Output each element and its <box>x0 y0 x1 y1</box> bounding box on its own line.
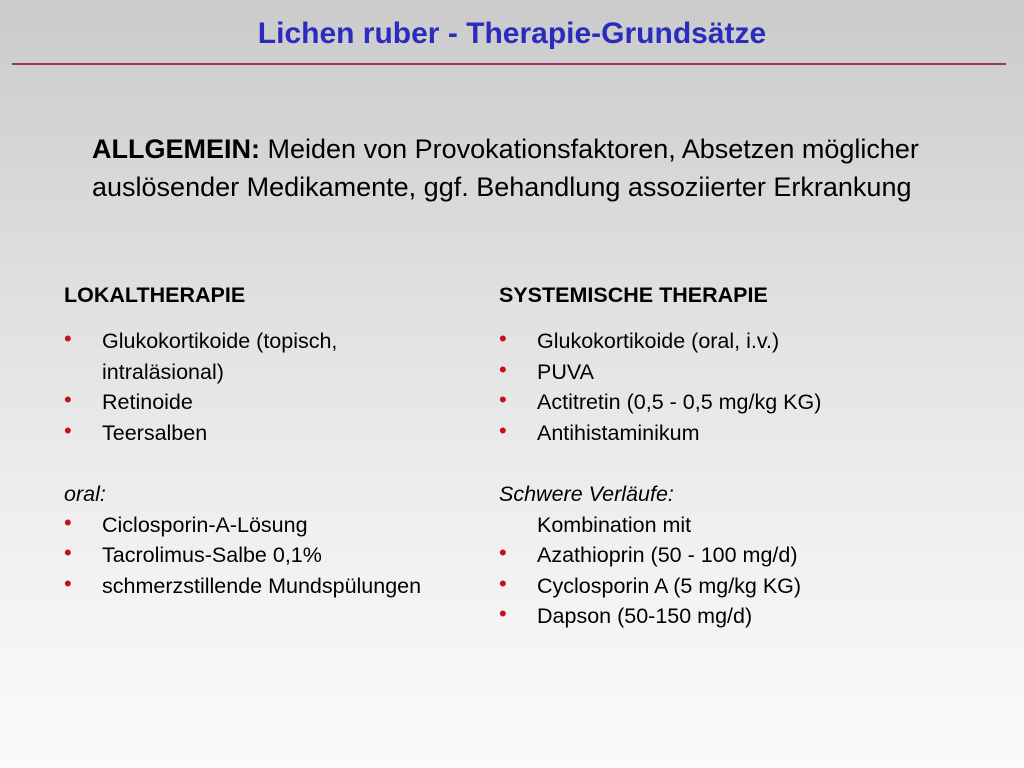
list-item: • Dapson (50-150 mg/d) <box>499 601 753 628</box>
slide-title: Lichen ruber - Therapie-Grundsätze <box>257 17 767 50</box>
oral-label: oral: <box>64 482 106 506</box>
systemic-therapy-list <box>499 326 919 448</box>
bullet-icon: • <box>64 387 72 412</box>
bullet-icon: • <box>64 570 72 596</box>
list-item: • Glukokortikoide (topisch, intraläsional) <box>64 326 338 384</box>
list-item: • Teersalben <box>64 417 208 445</box>
bullet-icon: • <box>64 509 72 535</box>
list-item: • Retinoide <box>64 387 193 414</box>
bullet-icon: • <box>64 326 72 351</box>
combination-note: Kombination mit <box>537 512 692 537</box>
intro-text: Meiden von Provokationsfaktoren, Absetzen möglicher auslösender Medikamente, ggf. Behandlung assoziierter Erkrankung <box>92 134 919 202</box>
bullet-icon: • <box>499 601 507 626</box>
systemic-therapy-heading: SYSTEMISCHE THERAPIE <box>499 283 768 307</box>
local-therapy-heading: LOKALTHERAPIE <box>64 283 246 307</box>
bullet-icon: • <box>499 417 507 443</box>
list-item: • Azathioprin (50 - 100 mg/d) <box>499 540 798 567</box>
bullet-icon: • <box>64 540 72 565</box>
bullet-icon: • <box>499 326 507 351</box>
severe-cases-label: Schwere Verläufe: <box>499 482 674 506</box>
bullet-icon: • <box>499 356 507 382</box>
bullet-icon: • <box>499 387 507 412</box>
intro-label: ALLGEMEIN: <box>92 134 260 164</box>
list-item: • Antihistaminikum <box>499 417 700 445</box>
list-item: • Actitretin (0,5 - 0,5 mg/kg KG) <box>499 387 822 414</box>
local-therapy-column <box>64 280 444 601</box>
list-item: • Glukokortikoide (oral, i.v.) <box>499 326 780 353</box>
intro-paragraph <box>92 130 952 206</box>
list-item: • schmerzstillende Mundspülungen <box>64 570 422 598</box>
bullet-icon: • <box>64 417 72 443</box>
bullet-icon: • <box>499 570 507 596</box>
local-therapy-list <box>64 326 444 448</box>
list-item: • Cyclosporin A (5 mg/kg KG) <box>499 570 802 598</box>
severe-cases-list <box>499 540 919 632</box>
list-item: • PUVA <box>499 356 594 384</box>
list-item: • Tacrolimus-Salbe 0,1% <box>64 540 322 567</box>
systemic-therapy-column <box>499 280 919 632</box>
oral-list <box>64 510 444 602</box>
list-item: • Ciclosporin-A-Lösung <box>64 509 308 537</box>
bullet-icon: • <box>499 540 507 565</box>
title-divider <box>12 63 1006 65</box>
